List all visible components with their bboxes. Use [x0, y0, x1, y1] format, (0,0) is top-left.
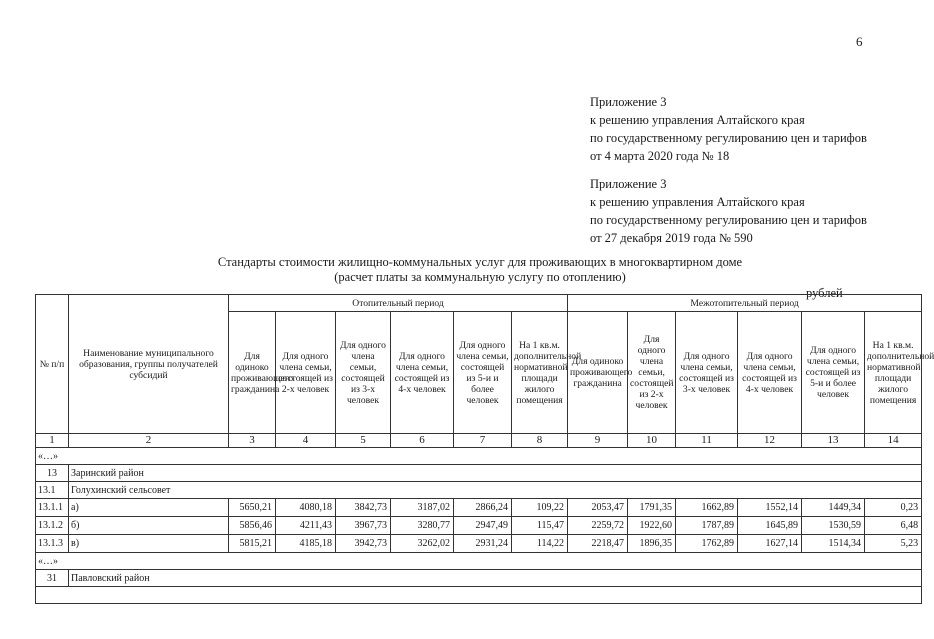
value-cell: 5,23 — [865, 535, 922, 553]
value-cell: 5856,46 — [229, 517, 276, 535]
column-number: 4 — [276, 434, 336, 448]
subheader: Для одного члена семьи, состоящей из 4-х человек — [391, 312, 454, 434]
appendix-header-current — [590, 93, 867, 165]
appendix-line: Приложение 3 — [590, 95, 667, 109]
units-label: рублей — [806, 286, 843, 300]
appendix-line: от 27 декабря 2019 года № 590 — [590, 231, 753, 245]
value-cell: 2931,24 — [454, 535, 512, 553]
page-number: 6 — [856, 34, 863, 49]
value-cell: 1662,89 — [676, 499, 738, 517]
row-label: б) — [69, 517, 229, 535]
value-cell: 0,23 — [865, 499, 922, 517]
column-number: 14 — [865, 434, 922, 448]
subheader: Для одного члена семьи, состоящей из 3-х человек — [336, 312, 391, 434]
value-cell: 1762,89 — [676, 535, 738, 553]
value-cell: 3842,73 — [336, 499, 391, 517]
subheader: Для одного члена семьи, состоящей из 2-х человек — [276, 312, 336, 434]
value-cell: 5650,21 — [229, 499, 276, 517]
ellipsis-row: «…» — [36, 553, 922, 570]
value-cell: 2259,72 — [568, 517, 628, 535]
column-number: 6 — [391, 434, 454, 448]
value-cell: 5815,21 — [229, 535, 276, 553]
value-cell: 3942,73 — [336, 535, 391, 553]
subheader: Для одного члена семьи, состоящей из 3-х человек — [676, 312, 738, 434]
district-name: Павловский район — [69, 570, 922, 587]
header-num: № п/п — [36, 295, 69, 434]
value-cell: 1552,14 — [738, 499, 802, 517]
column-number: 5 — [336, 434, 391, 448]
column-number: 1 — [36, 434, 69, 448]
subheader: Для одного члена семьи, состоящей из 5-и и более человек — [454, 312, 512, 434]
subheader: На 1 кв.м. дополнительной нормативной площади жилого помещения — [865, 312, 922, 434]
value-cell: 1627,14 — [738, 535, 802, 553]
row-label: а) — [69, 499, 229, 517]
value-cell: 2866,24 — [454, 499, 512, 517]
value-cell: 4080,18 — [276, 499, 336, 517]
row-label: в) — [69, 535, 229, 553]
value-cell: 114,22 — [512, 535, 568, 553]
value-cell: 2947,49 — [454, 517, 512, 535]
value-cell: 2218,47 — [568, 535, 628, 553]
appendix-line: по государственному регулированию цен и тарифов — [590, 213, 867, 227]
row-number: 31 — [36, 570, 69, 587]
subheader: Для одного члена семьи, состоящей из 2-х человек — [628, 312, 676, 434]
document-title — [150, 255, 810, 285]
subheader: Для одного члена семьи, состоящей из 4-х человек — [738, 312, 802, 434]
header-heating-period: Отопительный период — [229, 295, 568, 312]
column-number: 12 — [738, 434, 802, 448]
table-row — [36, 535, 922, 553]
empty-row — [36, 587, 922, 604]
value-cell: 3967,73 — [336, 517, 391, 535]
column-number: 11 — [676, 434, 738, 448]
value-cell: 3280,77 — [391, 517, 454, 535]
header-name: Наименование муниципального образования, группы получателей субсидий — [69, 295, 229, 434]
ellipsis-row: «…» — [36, 448, 922, 465]
appendix-line: к решению управления Алтайского края — [590, 195, 805, 209]
appendix-line: по государственному регулированию цен и тарифов — [590, 131, 867, 145]
value-cell: 1791,35 — [628, 499, 676, 517]
subheader: Для одиноко проживающего гражданина — [568, 312, 628, 434]
appendix-line: Приложение 3 — [590, 177, 667, 191]
title-subline: (расчет платы за коммунальную услугу по отоплению) — [334, 270, 626, 284]
value-cell: 1922,60 — [628, 517, 676, 535]
value-cell: 2053,47 — [568, 499, 628, 517]
table-row — [36, 517, 922, 535]
column-number: 2 — [69, 434, 229, 448]
column-number: 9 — [568, 434, 628, 448]
value-cell: 6,48 — [865, 517, 922, 535]
subheader: На 1 кв.м. дополнительной нормативной площади жилого помещения — [512, 312, 568, 434]
subheader: Для одиноко проживающего гражданина — [229, 312, 276, 434]
value-cell: 1530,59 — [802, 517, 865, 535]
value-cell: 3262,02 — [391, 535, 454, 553]
value-cell: 1514,34 — [802, 535, 865, 553]
column-number: 13 — [802, 434, 865, 448]
row-number: 13.1 — [36, 482, 69, 499]
column-number: 10 — [628, 434, 676, 448]
value-cell: 1787,89 — [676, 517, 738, 535]
column-number: 8 — [512, 434, 568, 448]
value-cell: 1896,35 — [628, 535, 676, 553]
row-number: 13 — [36, 465, 69, 482]
value-cell: 109,22 — [512, 499, 568, 517]
appendix-header-previous — [590, 175, 867, 247]
district-name: Заринский район — [69, 465, 922, 482]
appendix-line: от 4 марта 2020 года № 18 — [590, 149, 730, 163]
value-cell: 4211,43 — [276, 517, 336, 535]
row-number: 13.1.3 — [36, 535, 69, 553]
subheader: Для одного члена семьи, состоящей из 5-и и более человек — [802, 312, 865, 434]
column-number: 7 — [454, 434, 512, 448]
tariff-table — [35, 294, 934, 604]
value-cell: 115,47 — [512, 517, 568, 535]
header-inter-heating-period: Межотопительный период — [568, 295, 922, 312]
value-cell: 3187,02 — [391, 499, 454, 517]
table-row — [36, 499, 922, 517]
row-number: 13.1.2 — [36, 517, 69, 535]
title-line: Стандарты стоимости жилищно-коммунальных услуг для проживающих в многоквартирном доме — [217, 255, 743, 269]
municipality-name: Голухинский сельсовет — [69, 482, 922, 499]
value-cell: 4185,18 — [276, 535, 336, 553]
value-cell: 1449,34 — [802, 499, 865, 517]
value-cell: 1645,89 — [738, 517, 802, 535]
column-number: 3 — [229, 434, 276, 448]
row-number: 13.1.1 — [36, 499, 69, 517]
appendix-line: к решению управления Алтайского края — [590, 113, 805, 127]
